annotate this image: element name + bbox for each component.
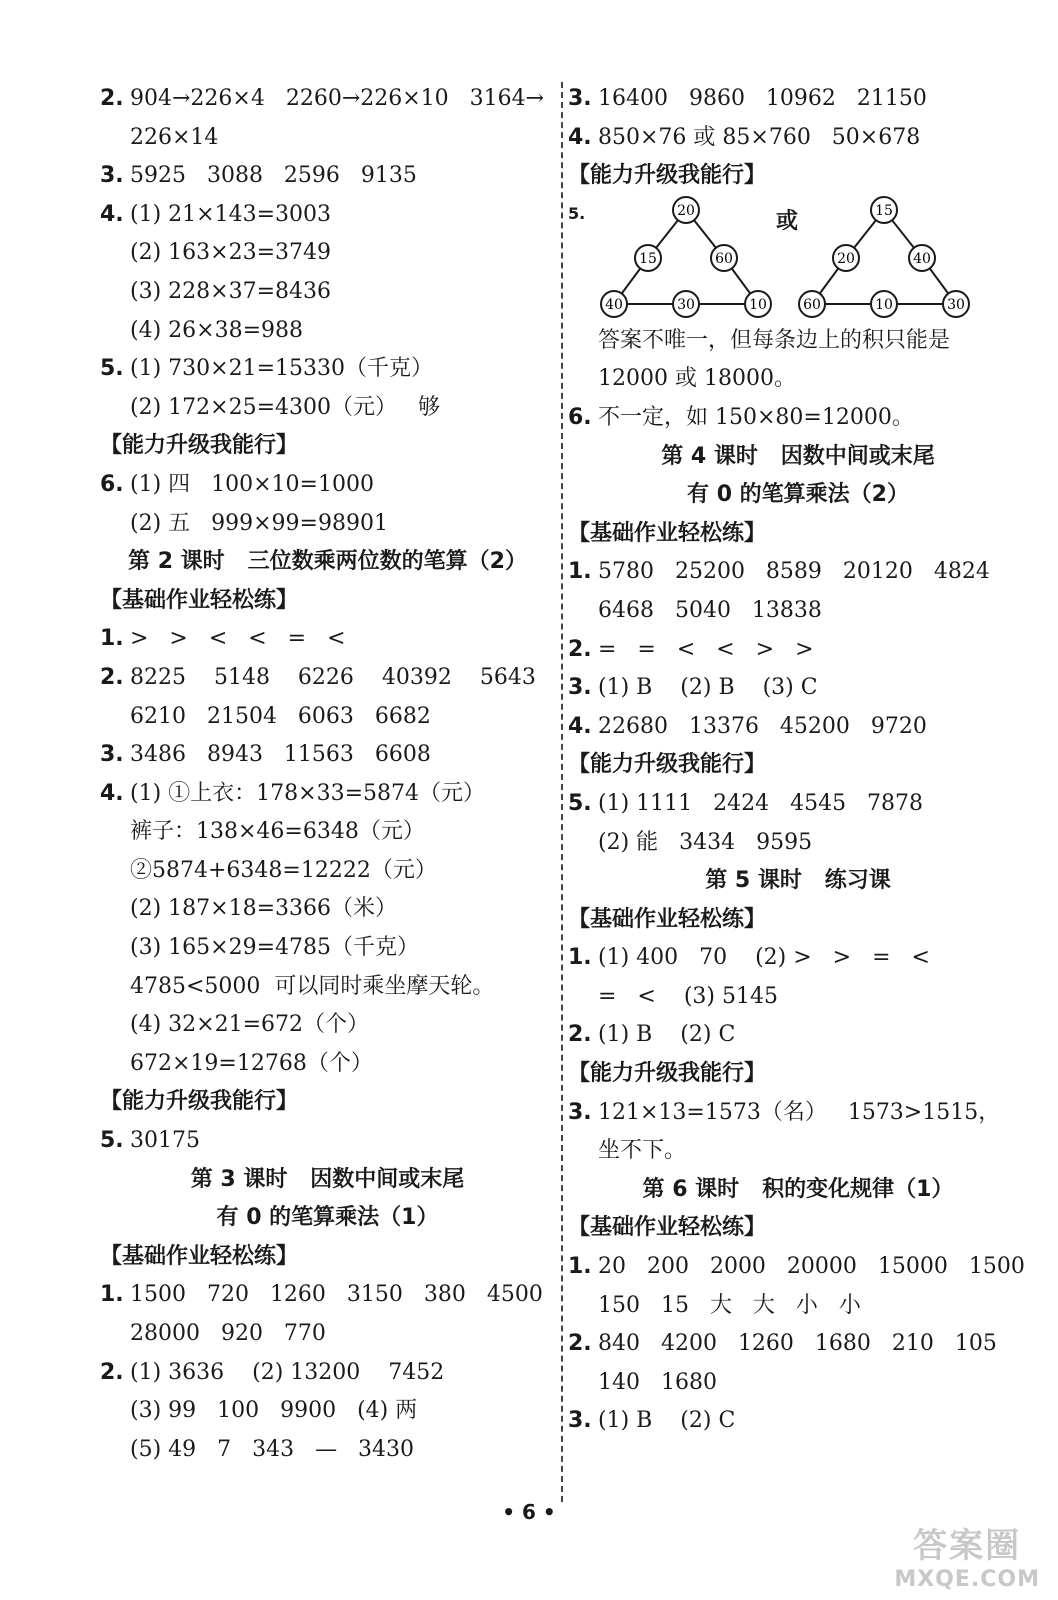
answer-line xyxy=(100,312,555,351)
watermark-url: MXQE.COM xyxy=(894,1567,1040,1592)
answer-text: 840 4200 1260 1680 210 105 xyxy=(598,1331,997,1357)
answer-line xyxy=(568,119,1028,158)
answer-line xyxy=(100,775,555,814)
answer-text: 672×19=12768（个） xyxy=(130,1050,373,1076)
triangle-node xyxy=(799,291,825,317)
section-heading: 【能力升级我能行】 xyxy=(100,1089,299,1115)
node-value: 30 xyxy=(947,296,965,313)
answer-line xyxy=(100,736,555,775)
answer-line xyxy=(100,234,555,273)
answer-line xyxy=(100,1122,555,1161)
answer-text: > > < < = < xyxy=(130,626,346,652)
answer-text: (2) 172×25=4300（元） 够 xyxy=(130,394,440,420)
answer-text: 裤子：138×46=6348（元） xyxy=(130,819,425,845)
triangle-node xyxy=(871,291,897,317)
answer-text: (2) 163×23=3749 xyxy=(130,240,331,266)
section-heading: 【能力升级我能行】 xyxy=(100,433,299,459)
section-heading: 【能力升级我能行】 xyxy=(568,1061,767,1087)
answer-line xyxy=(568,1132,1028,1171)
node-value: 60 xyxy=(803,296,821,313)
answer-text: (2) 能 3434 9595 xyxy=(598,829,813,855)
item-number: 6. xyxy=(568,404,592,430)
answer-line xyxy=(100,698,555,737)
section-heading: 【基础作业轻松练】 xyxy=(568,906,767,932)
answer-line xyxy=(100,1392,555,1431)
answer-text: (1) 21×143=3003 xyxy=(130,201,331,227)
answer-line xyxy=(568,80,1028,119)
item-number: 3. xyxy=(568,86,592,111)
answer-text: (1) 1111 2424 4545 7878 xyxy=(598,790,924,816)
or-label: 或 xyxy=(776,208,799,234)
section-heading: 【基础作业轻松练】 xyxy=(100,1243,299,1269)
triangle-node xyxy=(745,291,771,317)
right-column-bottom xyxy=(568,322,1028,1441)
node-value: 20 xyxy=(837,250,855,267)
node-value: 10 xyxy=(875,296,893,313)
answer-text: 904→226×4 2260→226×10 3164→ xyxy=(130,86,545,111)
answer-line xyxy=(100,620,555,659)
answer-line xyxy=(100,1315,555,1354)
answer-text: (1) ①上衣：178×33=5874（元） xyxy=(130,780,485,806)
page-number: • 6 • xyxy=(502,1500,556,1524)
answer-text: 30175 xyxy=(130,1128,200,1154)
triangle-diagram-a xyxy=(598,196,778,322)
answer-text: 8225 5148 6226 40392 5643 xyxy=(130,664,536,690)
answer-line xyxy=(100,389,555,428)
answer-text: 6210 21504 6063 6682 xyxy=(130,703,431,729)
answer-line xyxy=(568,939,1028,978)
answer-text: (1) 3636 (2) 13200 7452 xyxy=(130,1359,445,1385)
triangle-node xyxy=(909,245,935,271)
triangle-node xyxy=(711,245,737,271)
answer-line xyxy=(568,708,1028,747)
answer-text: 1500 720 1260 3150 380 4500 xyxy=(130,1282,543,1308)
item-number: 2. xyxy=(568,1022,592,1048)
answer-text: (3) 99 100 9900 (4) 两 xyxy=(130,1398,418,1424)
answer-line xyxy=(100,1431,555,1470)
answer-line xyxy=(568,1094,1028,1133)
answer-line xyxy=(100,929,555,968)
answer-line xyxy=(568,553,1028,592)
answer-text: = < (3) 5145 xyxy=(598,983,778,1009)
triangle-node xyxy=(833,245,859,271)
answer-text: (3) 165×29=4785（千克） xyxy=(130,935,419,961)
watermark-logo xyxy=(894,1518,1040,1592)
lesson-title: 第 6 课时 积的变化规律（1） xyxy=(642,1176,954,1202)
item-number: 3. xyxy=(568,1099,592,1125)
answer-line xyxy=(568,824,1028,863)
section-heading: 【基础作业轻松练】 xyxy=(100,587,299,613)
node-value: 15 xyxy=(875,202,893,219)
answer-line xyxy=(100,350,555,389)
answer-line xyxy=(100,1276,555,1315)
item-number: 2. xyxy=(568,636,592,662)
item-number: 4. xyxy=(100,780,124,806)
item-number: 2. xyxy=(100,664,124,690)
answer-line xyxy=(100,1045,555,1084)
section-heading: 【能力升级我能行】 xyxy=(568,752,767,778)
answer-text: 16400 9860 10962 21150 xyxy=(598,86,927,111)
answer-line xyxy=(568,1016,1028,1055)
answer-text: 6468 5040 13838 xyxy=(598,597,822,623)
answer-line xyxy=(100,505,555,544)
item-number: 3. xyxy=(568,675,592,701)
answer-text: (4) 32×21=672（个） xyxy=(130,1012,370,1038)
answer-text: (1) B (2) B (3) C xyxy=(598,675,818,701)
answer-text: (2) 187×18=3366（米） xyxy=(130,896,397,922)
answer-text: (1) 730×21=15330（千克） xyxy=(130,356,433,382)
answer-line xyxy=(568,978,1028,1017)
section-heading: 【基础作业轻松练】 xyxy=(568,520,767,546)
answer-line xyxy=(568,631,1028,670)
triangle-node xyxy=(673,291,699,317)
answer-text: 226×14 xyxy=(130,124,219,150)
answer-line xyxy=(100,1006,555,1045)
answer-line xyxy=(100,659,555,698)
node-value: 40 xyxy=(605,296,623,313)
answer-text: 28000 920 770 xyxy=(130,1321,326,1346)
answer-text: (1) 400 70 (2) > > = < xyxy=(598,945,930,971)
node-value: 30 xyxy=(677,296,695,313)
lesson-title: 有 0 的笔算乘法（2） xyxy=(687,482,909,508)
answer-text: 121×13=1573（名） 1573>1515， xyxy=(598,1099,1001,1125)
answer-line xyxy=(100,1354,555,1393)
item-number: 4. xyxy=(568,713,592,739)
answer-line xyxy=(100,273,555,312)
answer-text: 850×76 或 85×760 50×678 xyxy=(598,124,921,150)
triangle-node xyxy=(871,197,897,223)
answer-line xyxy=(568,1402,1028,1441)
answer-text: (2) 五 999×99=98901 xyxy=(130,510,388,536)
answer-text: (1) B (2) C xyxy=(598,1408,736,1434)
answer-text: (1) 四 100×10=1000 xyxy=(130,471,374,497)
answer-text: = = < < > > xyxy=(598,636,814,662)
item-number: 1. xyxy=(568,559,592,585)
item-number: 5. xyxy=(100,1128,124,1154)
triangle-node xyxy=(943,291,969,317)
answer-line xyxy=(100,466,555,505)
triangle-node xyxy=(635,245,661,271)
lesson-title: 第 4 课时 因数中间或末尾 xyxy=(661,443,935,469)
answer-line xyxy=(568,1248,1028,1287)
answer-line xyxy=(100,119,555,158)
section-heading: 【能力升级我能行】 xyxy=(568,163,767,189)
answer-line xyxy=(568,669,1028,708)
answer-line xyxy=(100,80,555,119)
answer-text: 4785<5000 可以同时乘坐摩天轮。 xyxy=(130,973,495,999)
answer-text: 5780 25200 8589 20120 4824 xyxy=(598,559,990,585)
answer-text: (3) 228×37=8436 xyxy=(130,278,331,304)
watermark-text: 答案圈 xyxy=(913,1526,1022,1566)
lesson-title: 第 5 课时 练习课 xyxy=(705,868,891,894)
item-number: 6. xyxy=(100,471,124,497)
node-value: 20 xyxy=(677,202,695,219)
item-number: 4. xyxy=(568,124,592,150)
answer-text: 答案不唯一，但每条边上的积只能是 xyxy=(598,327,951,353)
item-number: 1. xyxy=(100,1282,124,1308)
answer-line xyxy=(568,785,1028,824)
right-column-top xyxy=(568,80,1028,196)
item-number: 1. xyxy=(100,626,124,652)
left-column xyxy=(100,80,555,1469)
answer-line xyxy=(568,1364,1028,1403)
item-number: 5. xyxy=(568,203,586,223)
triangle-diagram-block xyxy=(568,196,1028,322)
node-value: 40 xyxy=(913,250,931,267)
answer-text: 12000 或 18000。 xyxy=(598,366,796,392)
item-number: 5. xyxy=(100,356,124,382)
item-number: 2. xyxy=(100,1359,124,1385)
answer-line xyxy=(568,322,1028,361)
column-divider xyxy=(561,82,563,1502)
answer-line xyxy=(100,890,555,929)
answer-text: (1) B (2) C xyxy=(598,1022,736,1048)
item-number: 3. xyxy=(100,742,124,768)
answer-line xyxy=(568,1325,1028,1364)
answer-text: 150 15 大 大 小 小 xyxy=(598,1292,861,1318)
answer-text: ②5874+6348=12222（元） xyxy=(130,857,437,883)
node-value: 10 xyxy=(749,296,767,313)
lesson-title: 第 2 课时 三位数乘两位数的笔算（2） xyxy=(128,549,527,575)
answer-text: (4) 26×38=988 xyxy=(130,317,304,343)
item-number: 3. xyxy=(100,163,124,189)
node-value: 15 xyxy=(639,250,657,267)
node-value: 60 xyxy=(715,250,733,267)
answer-text: (5) 49 7 343 — 3430 xyxy=(130,1436,415,1462)
answer-text: 5925 3088 2596 9135 xyxy=(130,163,417,189)
item-number: 2. xyxy=(568,1331,592,1357)
section-heading: 【基础作业轻松练】 xyxy=(568,1215,767,1241)
answer-text: 22680 13376 45200 9720 xyxy=(598,713,927,739)
item-number: 1. xyxy=(568,945,592,971)
answer-line xyxy=(568,1287,1028,1326)
answer-line xyxy=(568,360,1028,399)
triangle-diagram-b xyxy=(796,196,976,322)
answer-line xyxy=(100,852,555,891)
answer-text: 20 200 2000 20000 15000 1500 xyxy=(598,1254,1025,1280)
answer-text: 3486 8943 11563 6608 xyxy=(130,742,431,768)
lesson-title: 第 3 课时 因数中间或末尾 xyxy=(190,1166,465,1192)
item-number: 5. xyxy=(568,790,592,816)
answer-line xyxy=(568,399,1028,438)
answer-text: 140 1680 xyxy=(598,1369,717,1395)
item-number: 3. xyxy=(568,1408,592,1434)
right-column xyxy=(568,80,1028,1441)
answer-text: 坐不下。 xyxy=(598,1138,687,1164)
answer-line xyxy=(100,157,555,196)
answer-line xyxy=(100,968,555,1007)
item-number: 4. xyxy=(100,201,124,227)
item-number: 1. xyxy=(568,1254,592,1280)
triangle-node xyxy=(601,291,627,317)
answer-line xyxy=(100,196,555,235)
triangle-node xyxy=(673,197,699,223)
answer-text: 不一定，如 150×80=12000。 xyxy=(598,404,914,430)
answer-line xyxy=(100,813,555,852)
item-number: 2. xyxy=(100,86,124,111)
answer-line xyxy=(568,592,1028,631)
lesson-title: 有 0 的笔算乘法（1） xyxy=(216,1205,439,1231)
